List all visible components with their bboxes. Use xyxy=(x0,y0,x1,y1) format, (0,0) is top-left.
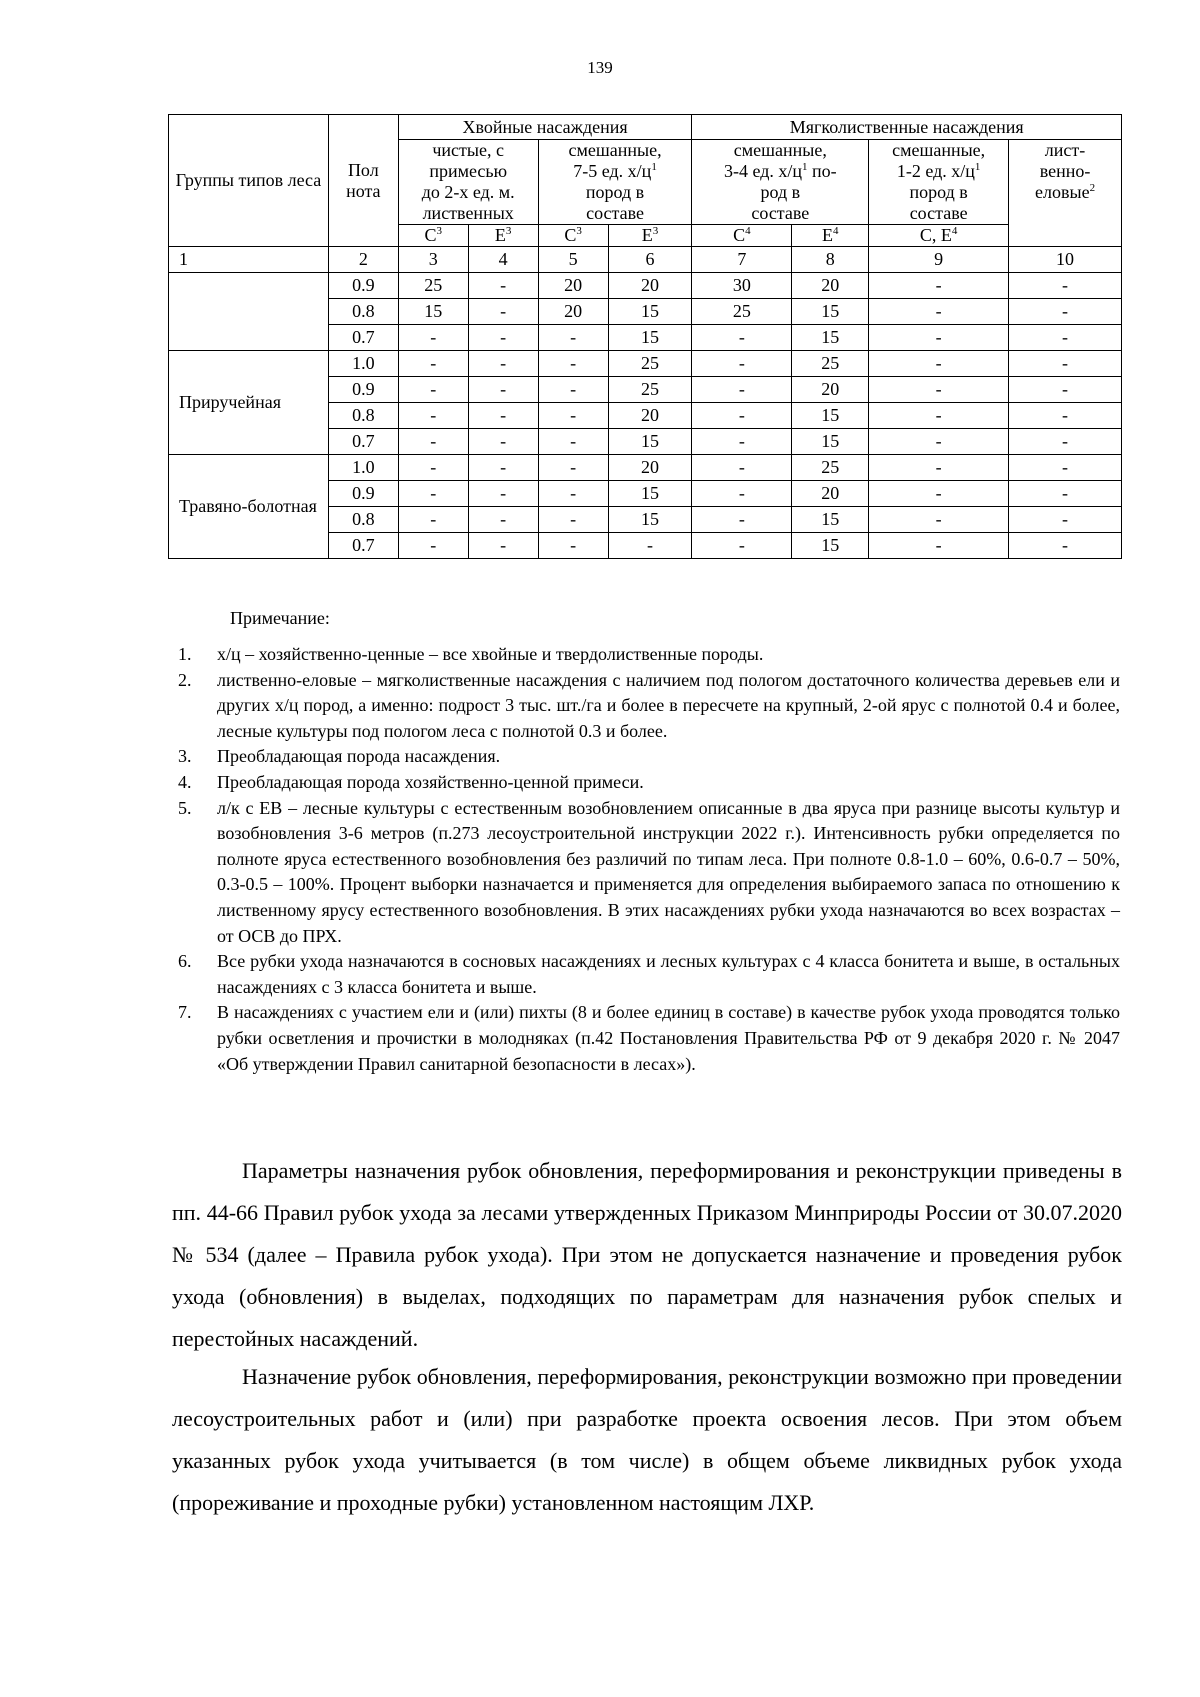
col-number: 8 xyxy=(792,247,869,273)
note-item xyxy=(170,642,1120,668)
header-pure-stands: чистые, с примесью до 2-х ед. м. лиственных xyxy=(398,140,538,225)
intensity-value: - xyxy=(692,507,792,533)
intensity-value: 25 xyxy=(398,273,468,299)
intensity-value: 20 xyxy=(608,273,692,299)
forest-type-group-name: Приручейная xyxy=(169,351,329,455)
intensity-value: - xyxy=(468,507,538,533)
header-conifer-stands: Хвойные насаждения xyxy=(398,115,692,140)
intensity-value: 20 xyxy=(792,273,869,299)
intensity-value: - xyxy=(538,429,608,455)
intensity-value: - xyxy=(538,403,608,429)
density-value: 0.7 xyxy=(328,533,398,559)
header-softwood-stands: Мягколиственные насаждения xyxy=(692,115,1122,140)
density-value: 0.9 xyxy=(328,377,398,403)
intensity-value: - xyxy=(468,429,538,455)
intensity-value: - xyxy=(1009,351,1122,377)
density-value: 0.9 xyxy=(328,481,398,507)
intensity-value: - xyxy=(869,299,1009,325)
intensity-value: 15 xyxy=(608,429,692,455)
intensity-value: - xyxy=(1009,325,1122,351)
intensity-value: - xyxy=(692,325,792,351)
intensity-value: - xyxy=(692,455,792,481)
intensity-value: - xyxy=(1009,299,1122,325)
intensity-value: - xyxy=(468,351,538,377)
col-number: 6 xyxy=(608,247,692,273)
col-number: 4 xyxy=(468,247,538,273)
header-mixed-1-2: смешанные, 1-2 ед. $х/ц^1$ пород в составе xyxy=(869,140,1009,225)
page-number: 139 xyxy=(587,58,613,77)
intensity-value: - xyxy=(398,377,468,403)
intensity-value: - xyxy=(468,455,538,481)
intensity-value: - xyxy=(398,429,468,455)
species-pine-3: $С^3$ xyxy=(398,225,468,247)
col-number: 3 xyxy=(398,247,468,273)
note-text: В насаждениях с участием ели и (или) пихты (8 и более единиц в составе) в качестве рубок ухода проводятся только рубки осветления и прочистки в молодняках (п.42 Постановления Правительства РФ от 9 декабря 2020 г. № 2047 «Об утверждении Правил санитарной безопасности в лесах»). xyxy=(217,1002,1120,1074)
intensity-value: - xyxy=(468,325,538,351)
col-number: 9 xyxy=(869,247,1009,273)
species-pine-spruce-4: С, $Е^4$ xyxy=(869,225,1009,247)
intensity-value: 20 xyxy=(792,377,869,403)
intensity-value: 20 xyxy=(792,481,869,507)
note-item xyxy=(170,796,1120,950)
note-number: 1. xyxy=(178,644,192,664)
intensity-value: 25 xyxy=(692,299,792,325)
note-item xyxy=(170,949,1120,1000)
intensity-value: - xyxy=(869,273,1009,299)
intensity-value: - xyxy=(538,377,608,403)
intensity-value: - xyxy=(468,299,538,325)
col-number: 2 xyxy=(328,247,398,273)
forest-type-group-name: Травяно-болотная xyxy=(169,455,329,559)
note-number: 4. xyxy=(178,771,192,792)
note-text: Преобладающая порода хозяйственно-ценной примеси. xyxy=(217,771,644,792)
intensity-value: 30 xyxy=(692,273,792,299)
intensity-value: - xyxy=(692,481,792,507)
intensity-value: - xyxy=(398,507,468,533)
header-mixed-7-5: смешанные, 7-5 ед. $х/ц^1$ пород в составе xyxy=(538,140,692,225)
note-number: 5. xyxy=(178,797,192,818)
intensity-value: - xyxy=(538,533,608,559)
note-number: 3. xyxy=(178,746,192,767)
note-text: лиственно-еловые – мягколиственные насаждения с наличием под пологом достаточного количества деревьев ели и других х/ц пород, а именно: подрост 3 тыс. шт./га и более в пересчете на крупный, 2-ой ярус с полнотой 0.4 и более, лесные культуры под пологом леса с полнотой 0.3 и более. xyxy=(217,669,1120,741)
intensity-value: - xyxy=(398,351,468,377)
note-title: Примечание: xyxy=(230,608,330,628)
intensity-value: - xyxy=(869,455,1009,481)
note-item xyxy=(170,770,1120,796)
intensity-value: - xyxy=(869,377,1009,403)
notes-list xyxy=(170,642,1120,1077)
note-number: 7. xyxy=(178,1002,192,1023)
intensity-value: 20 xyxy=(608,403,692,429)
density-value: 0.7 xyxy=(328,325,398,351)
intensity-value: - xyxy=(869,403,1009,429)
intensity-value: - xyxy=(608,533,692,559)
intensity-value: - xyxy=(869,481,1009,507)
note-item xyxy=(170,668,1120,745)
intensity-value: - xyxy=(468,377,538,403)
intensity-value: - xyxy=(869,429,1009,455)
density-value: 1.0 xyxy=(328,455,398,481)
note-text: л/к с ЕВ – лесные культуры с естественным возобновлением описанные в два яруса при разнице высоты культур и возобновления 3-6 метров (п.273 лесоустроительной инструкции 2022 г.). Интенсивность рубки определяется по полноте яруса естественного возобновления без различий по типам леса. При полноте 0.8-1.0 – 60%, 0.6-0.7 – 50%, 0.3-0.5 – 100%. Процент выборки назначается и применяется для определения выбираемого запаса по отношению к лиственному ярусу естественного возобновления. В этих насаждениях рубки ухода назначаются во всех возрастах – от ОСВ до ПРХ. xyxy=(217,797,1120,946)
intensity-value: - xyxy=(538,455,608,481)
intensity-value: - xyxy=(398,481,468,507)
col-number: 5 xyxy=(538,247,608,273)
intensity-value: - xyxy=(869,533,1009,559)
intensity-value: - xyxy=(1009,455,1122,481)
col-number: 7 xyxy=(692,247,792,273)
intensity-value: 25 xyxy=(792,455,869,481)
intensity-value: - xyxy=(538,507,608,533)
col-number: 10 xyxy=(1009,247,1122,273)
intensity-value: - xyxy=(1009,403,1122,429)
intensity-value: 15 xyxy=(608,325,692,351)
table-row xyxy=(169,455,1122,481)
header-forest-type-groups: Группы типов леса xyxy=(169,115,329,247)
species-spruce-3: $Е^3$ xyxy=(608,225,692,247)
density-value: 1.0 xyxy=(328,351,398,377)
density-value: 0.9 xyxy=(328,273,398,299)
intensity-value: - xyxy=(1009,481,1122,507)
intensity-value: - xyxy=(468,273,538,299)
header-deciduous-spruce: лист- венно- еловые$^2$ xyxy=(1009,140,1122,247)
species-spruce-3: $Е^3$ xyxy=(468,225,538,247)
intensity-value: - xyxy=(538,325,608,351)
intensity-value: - xyxy=(468,403,538,429)
note-text: х/ц – хозяйственно-ценные – все хвойные и твердолиственные породы. xyxy=(217,644,764,664)
intensity-value: 15 xyxy=(792,533,869,559)
intensity-value: 15 xyxy=(792,403,869,429)
intensity-value: - xyxy=(468,533,538,559)
density-value: 0.8 xyxy=(328,507,398,533)
intensity-value: 15 xyxy=(792,429,869,455)
intensity-value: 15 xyxy=(792,507,869,533)
intensity-value: 15 xyxy=(608,507,692,533)
intensity-value: - xyxy=(692,533,792,559)
header-density: Пол нота xyxy=(328,115,398,247)
intensity-value: - xyxy=(398,325,468,351)
intensity-value: 25 xyxy=(608,377,692,403)
intensity-value: - xyxy=(1009,377,1122,403)
intensity-value: 20 xyxy=(538,299,608,325)
note-text: Все рубки ухода назначаются в сосновых насаждениях и лесных культурах с 4 класса бонитета и выше, в остальных насаждениях с 3 класса бонитета и выше. xyxy=(217,951,1120,997)
density-value: 0.7 xyxy=(328,429,398,455)
col-number: 1 xyxy=(169,247,329,273)
intensity-value: 25 xyxy=(608,351,692,377)
intensity-value: - xyxy=(869,325,1009,351)
intensity-value: 15 xyxy=(398,299,468,325)
intensity-value: - xyxy=(869,351,1009,377)
intensity-value: - xyxy=(538,481,608,507)
intensity-value: - xyxy=(1009,429,1122,455)
species-pine-4: $С^4$ xyxy=(692,225,792,247)
intensity-value: 25 xyxy=(792,351,869,377)
density-value: 0.8 xyxy=(328,299,398,325)
intensity-value: 15 xyxy=(792,299,869,325)
intensity-value: 15 xyxy=(608,481,692,507)
intensity-value: - xyxy=(398,533,468,559)
intensity-value: 20 xyxy=(608,455,692,481)
intensity-value: - xyxy=(468,481,538,507)
intensity-value: 15 xyxy=(608,299,692,325)
intensity-value: - xyxy=(398,455,468,481)
forest-type-group-name xyxy=(169,273,329,351)
intensity-value: - xyxy=(869,507,1009,533)
species-spruce-4: $Е^4$ xyxy=(792,225,869,247)
intensity-value: - xyxy=(1009,533,1122,559)
intensity-value: - xyxy=(692,403,792,429)
intensity-value: - xyxy=(1009,273,1122,299)
density-value: 0.8 xyxy=(328,403,398,429)
intensity-value: - xyxy=(538,351,608,377)
note-number: 6. xyxy=(178,951,192,972)
intensity-value: - xyxy=(692,429,792,455)
paragraph: Параметры назначения рубок обновления, переформирования и реконструкции приведены в пп. 44-66 Правил рубок ухода за лесами утвержденных Приказом Минприроды России от 30.07.2020 № 534 (далее – Правила рубок ухода). При этом не допускается назначение и проведения рубок ухода (обновления) в выделах, подходящих по параметрам для назначения рубок спелых и перестойных насаждений. xyxy=(172,1158,1122,1351)
intensity-value: 15 xyxy=(792,325,869,351)
header-mixed-3-4: смешанные, 3-4 ед. $х/ц^1$ по- род в составе xyxy=(692,140,869,225)
intensity-value: - xyxy=(692,377,792,403)
intensity-value: - xyxy=(398,403,468,429)
note-item xyxy=(170,744,1120,770)
intensity-value: - xyxy=(692,351,792,377)
intensity-value: - xyxy=(1009,507,1122,533)
species-pine-3: $С^3$ xyxy=(538,225,608,247)
note-text: Преобладающая порода насаждения. xyxy=(217,746,501,767)
thinning-intensity-table xyxy=(168,114,1122,559)
note-item xyxy=(170,1000,1120,1077)
paragraph: Назначение рубок обновления, переформирования, реконструкции возможно при проведении лесоустроительных работ и (или) при разработке проекта освоения лесов. При этом объем указанных рубок ухода учитывается (в том числе) в общем объеме ликвидных рубок ухода (прореживание и проходные рубки) установленном настоящим ЛХР. xyxy=(172,1364,1122,1515)
note-number: 2. xyxy=(178,669,192,690)
table-row xyxy=(169,273,1122,299)
intensity-value: 20 xyxy=(538,273,608,299)
table-row xyxy=(169,351,1122,377)
